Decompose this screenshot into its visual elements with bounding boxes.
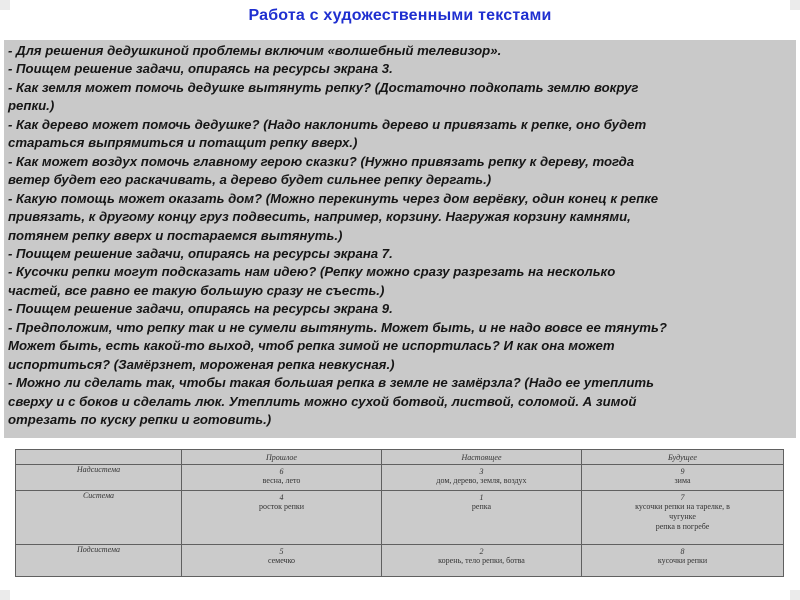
row-label: Подсистема <box>16 545 182 577</box>
cell-text: зима <box>674 476 691 485</box>
cell-text: весна, лето <box>262 476 301 485</box>
text-panel <box>4 40 796 438</box>
cell-number: 1 <box>479 493 484 502</box>
text-line: - Поищем решение задачи, опираясь на ресурсы экрана 9. <box>8 301 393 317</box>
text-line: привязать, к другому концу груз подвесить, например, корзину. Нагружая корзину камнями, <box>8 209 631 225</box>
text-line: - Для решения дедушкиной проблемы включим «волшебный телевизор». <box>8 43 502 58</box>
cell-number: 4 <box>279 493 284 502</box>
text-line: - Какую помощь может оказать дом? (Можно перекинуть через дом верёвку, один конец к репке <box>8 190 659 206</box>
cell-number: 7 <box>680 493 685 502</box>
cell-text: репка в погребе <box>655 522 710 531</box>
text-line: испортиться? (Замёрзнет, мороженая репка невкусная.) <box>8 356 395 372</box>
row-label: Надсистема <box>16 465 182 491</box>
cell-text: кусочки репки <box>657 556 708 565</box>
table-cell <box>582 465 784 491</box>
column-header: Прошлое <box>182 450 382 465</box>
text-line: - Кусочки репки могут подсказать нам идею? (Репку можно сразу разрезать на несколько <box>8 264 616 280</box>
text-line: - Можно ли сделать так, чтобы такая большая репка в земле не замёрзла? (Надо ее утеплить <box>8 375 654 391</box>
table-cell <box>382 491 582 545</box>
table-cell <box>582 545 784 577</box>
text-line: - Поищем решение задачи, опираясь на ресурсы экрана 7. <box>8 245 393 261</box>
table-cell <box>182 491 382 545</box>
cell-text: дом, дерево, земля, воздух <box>436 476 527 485</box>
text-line: - Как дерево может помочь дедушке? (Надо наклонить дерево и привязать к репке, оно будет <box>8 116 647 132</box>
text-line: стараться выпрямиться и потащит репку вверх.) <box>8 135 358 151</box>
column-header: Будущее <box>582 450 784 465</box>
text-line: отрезать по куску репки и готовить.) <box>8 412 272 428</box>
cell-text: репка <box>471 502 492 511</box>
slide-title: Работа с художественными текстами <box>248 7 552 24</box>
corner-decoration <box>790 590 800 600</box>
system-table-panel <box>15 449 783 577</box>
cell-number: 5 <box>279 547 284 556</box>
text-line: Может быть, есть какой-то выход, чтоб репка зимой не испортилась? И как она может <box>8 338 615 354</box>
table-row <box>16 545 784 577</box>
text-line: частей, все равно ее такую большую сразу не съесть.) <box>8 282 385 298</box>
cell-number: 3 <box>479 467 484 476</box>
row-label: Система <box>16 491 182 545</box>
table-row <box>16 491 784 545</box>
table-cell <box>182 545 382 577</box>
text-line: - Предположим, что репку так и не сумели вытянуть. Может быть, и не надо вовсе ее тянуть? <box>8 319 667 335</box>
cell-number: 2 <box>479 547 484 556</box>
table-header-row <box>16 450 784 465</box>
text-line: - Как земля может помочь дедушке вытянуть репку? (Достаточно подкопать землю вокруг <box>8 79 639 95</box>
system-operator-table <box>15 449 784 577</box>
text-line: репки.) <box>8 98 55 114</box>
table-cell <box>382 465 582 491</box>
column-header <box>16 450 182 465</box>
corner-decoration <box>0 590 10 600</box>
cell-text: корень, тело репки, ботва <box>438 556 525 565</box>
table-cell <box>382 545 582 577</box>
cell-number: 6 <box>279 467 284 476</box>
table-cell <box>182 465 382 491</box>
text-line: ветер будет его раскачивать, а дерево будет сильнее репку дергать.) <box>8 172 492 188</box>
column-header: Настоящее <box>382 450 582 465</box>
cell-number: 9 <box>680 467 685 476</box>
text-line: - Как может воздух помочь главному герою сказки? (Нужно привязать репку к дереву, тогда <box>8 153 635 169</box>
cell-number: 8 <box>680 547 685 556</box>
text-line: сверху и с боков и сделать люк. Утеплить можно сухой ботвой, листвой, соломой. А зимой <box>8 393 637 409</box>
cell-text: семечко <box>267 556 296 565</box>
table-row <box>16 465 784 491</box>
cell-text: кусочки репки на тарелке, в <box>635 502 730 511</box>
text-line: - Поищем решение задачи, опираясь на ресурсы экрана 3. <box>8 61 393 77</box>
cell-text: чугунке <box>669 512 696 521</box>
cell-text: росток репки <box>258 502 305 511</box>
text-line: потянем репку вверх и постараемся вытянуть.) <box>8 227 343 243</box>
table-cell <box>582 491 784 545</box>
